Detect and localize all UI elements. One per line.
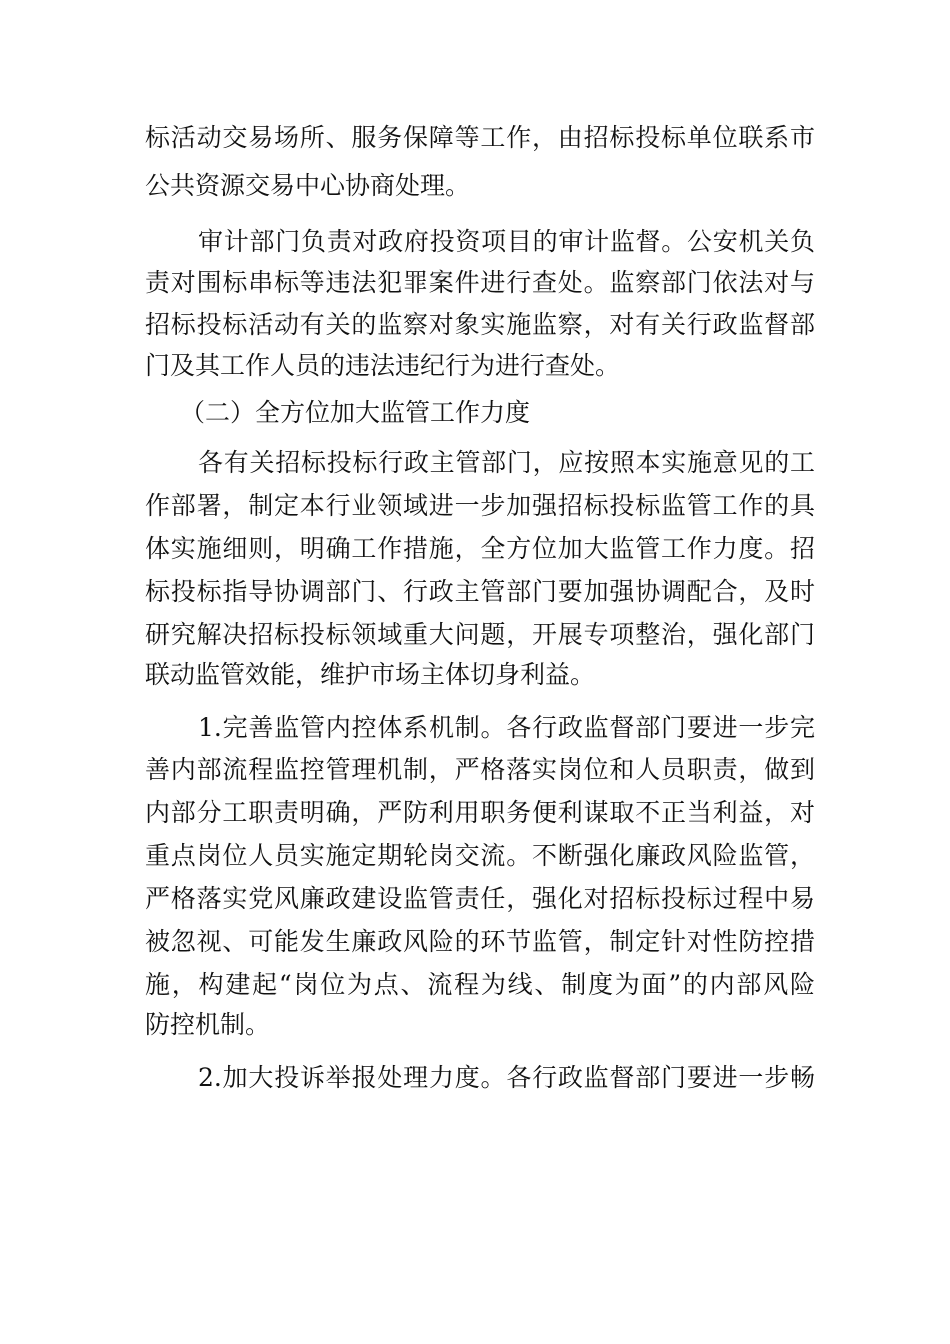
text-line: 审计部门负责对政府投资项目的审计监督。公安机关负 (198, 227, 815, 256)
text-line: 严格落实党风廉政建设监管责任，强化对招标投标过程中易 (145, 884, 815, 913)
text-line: 内部分工职责明确，严防利用职务便利谋取不正当利益，对 (145, 798, 815, 827)
text-line: 责对围标串标等违法犯罪案件进行查处。监察部门依法对与 (145, 268, 815, 297)
text-line: 研究解决招标投标领域重大问题，开展专项整治，强化部门 (145, 620, 815, 649)
text-line: 重点岗位人员实施定期轮岗交流。不断强化廉政风险监管， (145, 841, 815, 870)
text-line: 各有关招标投标行政主管部门，应按照本实施意见的工 (198, 448, 815, 477)
text-line: 善内部流程监控管理机制，严格落实岗位和人员职责，做到 (145, 755, 815, 784)
text-line: 被忽视、可能发生廉政风险的环节监管，制定针对性防控措 (145, 927, 815, 956)
text-line: 作部署，制定本行业领域进一步加强招标投标监管工作的具 (145, 491, 815, 520)
text-line: 体实施细则，明确工作措施，全方位加大监管工作力度。招 (145, 534, 815, 563)
text-line: 招标投标活动有关的监察对象实施监察，对有关行政监督部 (145, 310, 815, 339)
text-line: 1.完善监管内控体系机制。各行政监督部门要进一步完 (198, 713, 815, 742)
text-line: 联动监管效能，维护市场主体切身利益。 (145, 660, 596, 689)
text-line: 门及其工作人员的违法违纪行为进行查处。 (145, 351, 621, 380)
text-line: 标活动交易场所、服务保障等工作，由招标投标单位联系市 (145, 123, 815, 152)
text-line: 标投标指导协调部门、行政主管部门要加强协调配合，及时 (145, 577, 815, 606)
text-line: 公共资源交易中心协商处理。 (145, 171, 471, 200)
section-heading: （二）全方位加大监管工作力度 (180, 398, 531, 427)
text-line: 2.加大投诉举报处理力度。各行政监督部门要进一步畅 (198, 1063, 815, 1092)
text-line: 防控机制。 (145, 1010, 271, 1039)
text-line: 施，构建起“岗位为点、流程为线、制度为面”的内部风险 (145, 970, 815, 999)
